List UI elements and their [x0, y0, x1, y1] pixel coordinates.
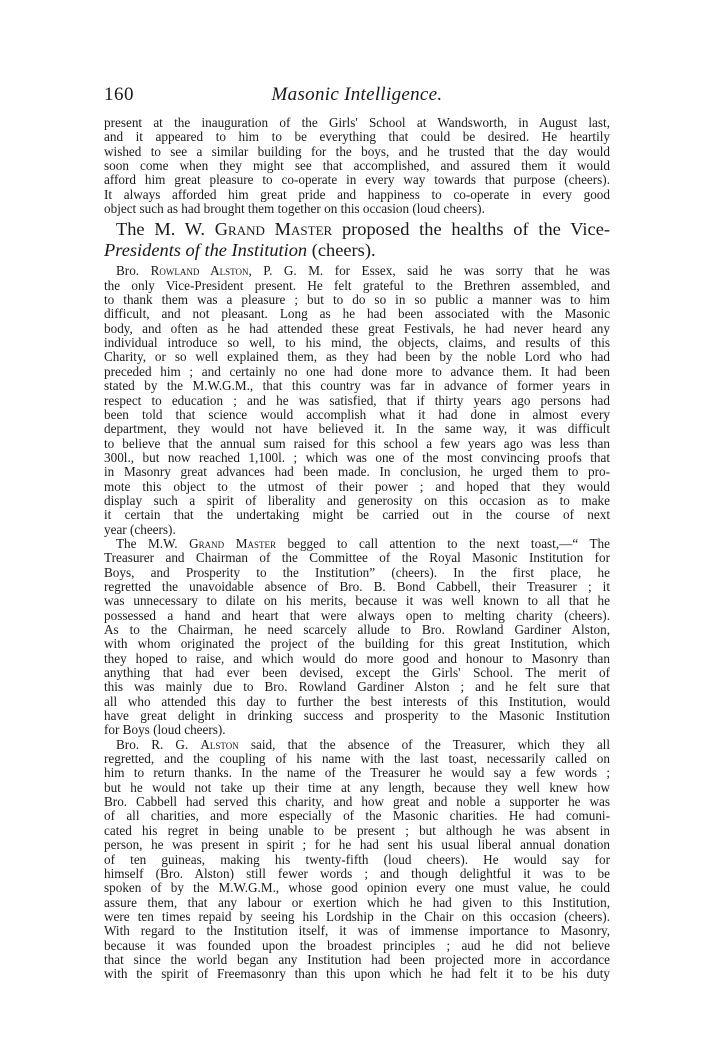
speaker-name: Rowland Alston — [150, 263, 249, 279]
heading-text: (cheers). — [307, 240, 376, 261]
text-line: stated by the M.W.G.M., that this country was far in advance of former years in — [104, 378, 610, 394]
article-body — [104, 116, 610, 982]
heading-grand-master: Grand Master — [214, 219, 333, 240]
text-line: for Boys (loud cheers). — [104, 722, 226, 738]
text-line: wished to see a similar building for the boys, and he trusted that the day would — [104, 143, 610, 159]
text-line: difficult, and not pleasant. Long as he had been associated with the Masonic — [104, 306, 610, 322]
lead-text: Bro. — [116, 263, 151, 279]
lead-text: begged to call attention to the next toast,—“ The — [275, 535, 610, 551]
text-line: have great delight in drinking success and prosperity to the Masonic Institution — [104, 708, 610, 724]
text-line: anything that had ever been devised, except the Girls' School. The merit of — [104, 665, 610, 681]
text-line: with whom originated the project of the building for this great Institution, which — [104, 636, 610, 652]
text-line: year (cheers). — [104, 521, 176, 537]
paragraph-3-lines — [104, 551, 610, 737]
text-line: object such as had brought them together on this occasion (loud cheers). — [104, 201, 485, 217]
paragraph-4-lines — [104, 752, 610, 982]
text-line: they hoped to raise, and which would do more good and honour to Masonry than — [104, 650, 610, 666]
text-line: was unnecessary to dilate on his merits, because it was well known to all that he — [104, 593, 610, 609]
paragraph-3 — [104, 537, 610, 738]
text-line: soon come when they might see that accomplished, and assured them it would — [104, 158, 610, 174]
text-line: Bro. Cabbell had served this charity, and how great and noble a supporter he was — [104, 794, 610, 810]
paragraph-lead-line — [104, 264, 610, 278]
text-line: been told that science would accomplish what it had done in almost every — [104, 406, 610, 422]
speaker-name: Grand Master — [189, 535, 276, 551]
text-line: preceded him ; and certainly no one had done more to advance them. It had been — [104, 363, 610, 379]
speaker-name: Alston — [200, 736, 239, 752]
text-line: It always afforded him great pride and happiness to co-operate in every good — [104, 186, 610, 202]
heading-text: The M. W. — [116, 219, 215, 240]
running-title: Masonic Intelligence. — [271, 84, 443, 105]
text-line: 300l., but now reached 1,100l. ; which was one of the most convincing proofs that — [104, 449, 610, 465]
text-line: Charity, or so well explained them, as they had been by the noble Lord who had — [104, 349, 610, 365]
lead-text: said, that the absence of the Treasurer, which they all — [238, 736, 611, 752]
text-line: cated his regret in being unable to be present ; but although he was absent in — [104, 822, 610, 838]
text-line: respect to education ; and he was satisfied, that if thirty years ago persons had — [104, 392, 610, 408]
paragraph-lead-line — [104, 537, 610, 551]
text-line: all who attended this day to further the best interests of this Institution, would — [104, 693, 610, 709]
text-line: it certain that the undertaking might be carried out in the course of next — [104, 507, 610, 523]
lead-text: , P. G. M. for Essex, said he was sorry that he was — [248, 263, 611, 279]
document-page — [104, 84, 610, 982]
text-line: in Masonry great advances had been made. In conclusion, he urged them to pro- — [104, 464, 610, 480]
paragraph-lead-line — [104, 738, 610, 752]
heading-line-2 — [104, 240, 610, 261]
text-line: and it appeared to him to be everything that could be desired. He heartily — [104, 129, 610, 145]
section-heading — [104, 219, 610, 261]
heading-line-1 — [104, 219, 610, 240]
text-line: this was mainly due to Bro. Rowland Gardiner Alston ; and he felt sure that — [104, 679, 610, 695]
text-line: assure them, that any labour or exertion which he had given to this Institution, — [104, 894, 610, 910]
text-line: As to the Chairman, he need scarcely allude to Bro. Rowland Gardiner Alston, — [104, 622, 610, 637]
heading-text: proposed the healths of the Vice- — [332, 219, 610, 240]
text-line: present at the inauguration of the Girls' School at Wandsworth, in August last, — [104, 115, 610, 130]
text-line: with the spirit of Freemasonry than this upon which he had felt it to be his duty — [104, 966, 610, 982]
page-header — [104, 84, 610, 108]
lead-text: The M.W. — [116, 535, 190, 551]
text-line: of all charities, and more especially of the Masonic charities. He had comuni- — [104, 808, 610, 824]
text-line: With regard to the Institution itself, it was of immense importance to Masonry, — [104, 923, 610, 939]
text-line: him to return thanks. In the name of the Treasurer he would say a few words ; — [104, 765, 610, 781]
text-line: that since the world began any Institution had been projected more in accordance — [104, 951, 610, 967]
text-line: afford him great pleasure to co-operate in every way towards that purpose (cheers). — [104, 172, 610, 188]
text-line: spoken of by the M.W.G.M., whose good opinion every one must value, he could — [104, 880, 610, 896]
paragraph-1 — [104, 116, 610, 216]
text-line: were ten times repaid by seeing his Lordship in the Chair on this occasion (cheers). — [104, 908, 610, 924]
text-line: of ten guineas, making his twenty-fifth (loud cheers). He would say for — [104, 851, 610, 867]
text-line: the only Vice-President present. He felt grateful to the Brethren assembled, and — [104, 277, 610, 293]
text-line: individual introduce so well, to his mind, the objects, claims, and results of this — [104, 335, 610, 351]
text-line: Treasurer and Chairman of the Committee of the Royal Masonic Institution for — [104, 550, 610, 566]
text-line: department, they would not have believed it. In the same way, it was difficult — [104, 421, 610, 437]
text-line: regretted the unavoidable absence of Bro. B. Bond Cabbell, their Treasurer ; it — [104, 578, 610, 594]
text-line: to thank them was a pleasure ; but to do so in so public a manner was to him — [104, 292, 610, 308]
text-line: to believe that the annual sum raised for this school a few years ago was less than — [104, 435, 610, 451]
text-line: mote this object to the utmost of their power ; and hoped that they would — [104, 478, 610, 494]
text-line: display such a spirit of liberality and generosity on this occasion as to make — [104, 492, 610, 508]
paragraph-2 — [104, 264, 610, 537]
lead-text: Bro. R. G. — [116, 736, 201, 752]
text-line: regretted, and the coupling of his name with the last toast, necessarily called on — [104, 751, 610, 767]
paragraph-4 — [104, 738, 610, 982]
text-line: himself (Bro. Alston) still fewer words ; and though delightful it was to be — [104, 865, 610, 881]
text-line: Boys, and Prosperity to the Institution” (cheers). In the first place, he — [104, 564, 610, 580]
paragraph-2-lines — [104, 279, 610, 537]
page-number: 160 — [104, 84, 134, 105]
text-line: person, he was present in spirit ; for he had sent his usual liberal annual donation — [104, 837, 610, 853]
heading-italic-text: Presidents of the Institution — [104, 240, 308, 261]
text-line: but he would not take up their time at any length, because they well knew how — [104, 779, 610, 795]
text-line: possessed a hand and heart that were always open to melting charity (cheers). — [104, 607, 610, 623]
text-line: because it was founded upon the broadest principles ; aud he did not believe — [104, 937, 610, 953]
text-line: body, and often as he had attended these great Festivals, he had never heard any — [104, 320, 610, 336]
